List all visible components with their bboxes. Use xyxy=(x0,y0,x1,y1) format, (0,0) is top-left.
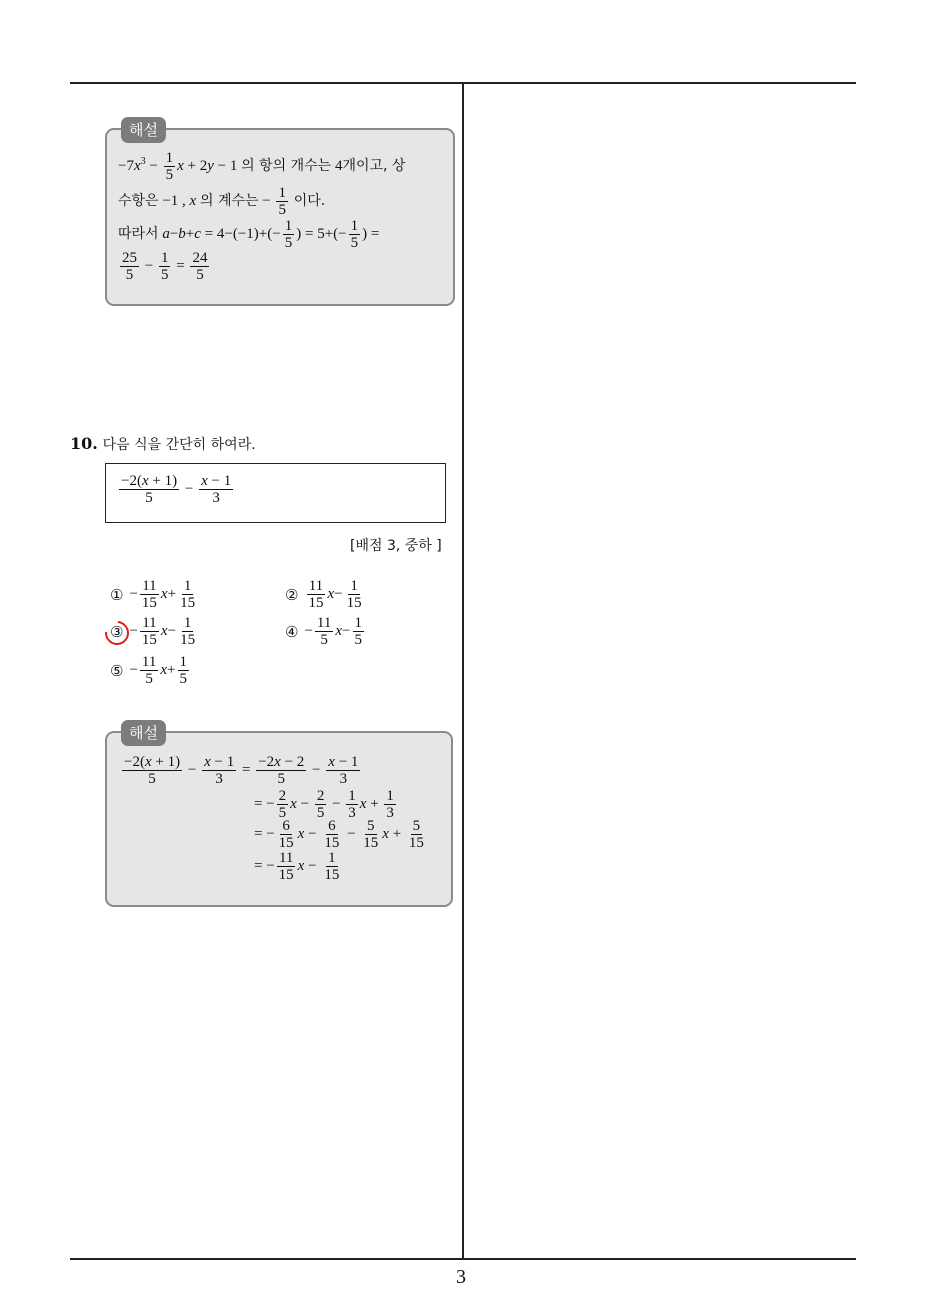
question-prompt: 다음 식을 간단히 하여라. xyxy=(102,437,256,453)
solution-top-line4: $\frac{25}{5}$ − $\frac{1}{5}$ = $\frac{24}{5}$ xyxy=(122,250,208,283)
solution-top-line2: 수항은 −1 , x 의 계수는 − $\frac{1}{5}$ 이다. xyxy=(118,185,326,218)
solution-top-line1-mid: 의 항의 개수는 xyxy=(241,157,332,174)
solution-top-line2-b: 의 계수는 xyxy=(199,192,259,209)
choice-1[interactable]: ① − $\frac{11}{15}$ x + $\frac{1}{15}$ xyxy=(110,578,196,611)
solution-tag-bottom: 해설 xyxy=(121,720,166,746)
solution-top-line3: 따라서 a−b+c = 4−(−1)+(− $\frac{1}{5}$ ) = 5+(− $\frac{1}{5}$ ) = xyxy=(118,218,380,251)
choice-5[interactable]: ⑤ − $\frac{11}{5}$ x + $\frac{1}{5}$ xyxy=(110,654,188,687)
column-divider xyxy=(462,83,464,1259)
solution-bottom-step3: = − $\frac{6}{15}$ x − $\frac{6}{15}$ − $\frac{5}{15}$ x + $\frac{5}{15}$ xyxy=(254,818,424,851)
solution-top-line1: $-7x^3$ − $\frac{1}{5}$ x + 2y − 1 의 항의 개수는 4개이고, 상 xyxy=(118,150,406,183)
solution-top-line1-end: 개이고, 상 xyxy=(342,157,406,174)
page-number: 3 xyxy=(456,1266,466,1288)
solution-bottom-step1: $\frac{-2(x + 1)}{5}$ − $\frac{x - 1}{3}$ = $\frac{-2x - 2}{5}$ − $\frac{x - 1}{3}$ xyxy=(124,754,359,787)
question-number: 10. xyxy=(70,434,98,453)
choice-3[interactable]: ③ − $\frac{11}{15}$ x − $\frac{1}{15}$ xyxy=(110,615,196,648)
points-label: [배점 3, 중하 ] xyxy=(350,538,442,554)
question-header xyxy=(70,434,256,454)
solution-bottom-step2: = − $\frac{2}{5}$ x − $\frac{2}{5}$ − $\frac{1}{3}$ x + $\frac{1}{3}$ xyxy=(254,788,394,821)
solution-bottom-step4: = − $\frac{11}{15}$ x − $\frac{1}{15}$ xyxy=(254,850,340,883)
solution-top-term-count: 4 xyxy=(334,157,343,174)
solution-top-line3-a: 따라서 xyxy=(118,225,159,242)
solution-top-line2-a: 수항은 xyxy=(118,192,159,209)
bottom-rule xyxy=(70,1258,856,1260)
choice-2[interactable]: ② $\frac{11}{15}$ x − $\frac{1}{15}$ xyxy=(285,578,362,611)
choice-4[interactable]: ④ − $\frac{11}{5}$ x − $\frac{1}{5}$ xyxy=(285,615,363,648)
solution-tag-top: 해설 xyxy=(121,117,166,143)
expression: $\frac{-2(x + 1)}{5}$ − $\frac{x - 1}{3}$ xyxy=(121,473,232,506)
solution-top-line2-c: 이다. xyxy=(293,192,326,209)
